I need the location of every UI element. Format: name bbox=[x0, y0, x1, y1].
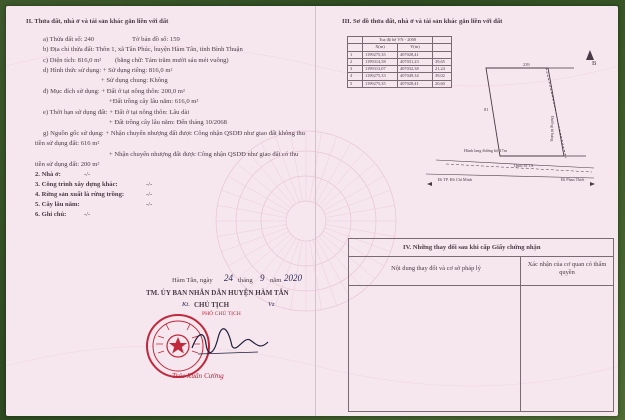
item-notes-label: 6. Ghi chú: bbox=[35, 211, 67, 218]
signing-prefix: Kt. bbox=[182, 301, 190, 308]
coord-cell: 3 bbox=[348, 66, 363, 73]
coord-cell: 4 bbox=[348, 73, 363, 80]
changes-col-content: Nội dung thay đổi và cơ sở pháp lý bbox=[391, 265, 481, 272]
coord-cell: 407028,41 bbox=[398, 80, 433, 87]
item-forest-label: 4. Rừng sản xuất là rừng trồng: bbox=[35, 191, 125, 198]
changes-divider bbox=[349, 256, 613, 257]
coord-cell: 21,24 bbox=[433, 66, 452, 73]
signing-title: CHỦ TỊCH bbox=[194, 301, 230, 309]
usage-origin: g) Nguồn gốc sử dụng: + Nhận chuyển nhượng đất được Công nhận QSDĐ như giao đất không thu bbox=[43, 130, 305, 137]
signing-org: TM. ỦY BAN NHÂN DÂN HUYỆN HÀM TÂN bbox=[146, 289, 289, 297]
usage-origin-cont: tiền sử dụng đất: 616 m² bbox=[35, 140, 100, 147]
coord-header-dist bbox=[433, 37, 452, 44]
to-pt-label: Đi Phan Thiết bbox=[561, 177, 585, 182]
coord-cell: 20,60 bbox=[433, 80, 452, 87]
coord-cell: 1199313,07 bbox=[363, 66, 398, 73]
arrow-left-icon bbox=[427, 182, 432, 186]
coord-cell: 1 bbox=[348, 51, 363, 58]
coord-cell: 1199275,35 bbox=[363, 80, 398, 87]
changes-box bbox=[348, 238, 614, 412]
coord-col-x: X(m) bbox=[363, 44, 398, 51]
item-forest-value: -/- bbox=[146, 191, 153, 198]
coord-cell: 1199275,35 bbox=[363, 51, 398, 58]
changes-col-divider bbox=[520, 256, 521, 411]
coord-cell: 5 bbox=[348, 80, 363, 87]
parcel-left-label: 81 bbox=[484, 107, 489, 112]
coord-cell: 407031,23 bbox=[398, 58, 433, 65]
parcel-number: a) Thửa đất số: 240 bbox=[43, 36, 95, 43]
changes-divider bbox=[349, 285, 613, 286]
certificate-page bbox=[6, 6, 618, 416]
usage-term: e) Thời hạn sử dụng đất: + Đất ở tại nông thôn: Lâu dài bbox=[43, 109, 190, 116]
usage-purpose: đ) Mục đích sử dụng: + Đất ở tại nông thôn: 200,0 m² bbox=[43, 88, 185, 95]
coord-cell: 407032,38 bbox=[398, 66, 433, 73]
item-house-value: -/- bbox=[84, 171, 91, 178]
date-month: 9 bbox=[260, 273, 265, 283]
date-day: 24 bbox=[224, 273, 233, 283]
area-value: c) Diện tích: 816,0 m² bbox=[43, 57, 102, 64]
coord-cell: 407049,34 bbox=[398, 73, 433, 80]
coord-cell: 407028,41 bbox=[398, 51, 433, 58]
item-house-label: 2. Nhà ở: bbox=[35, 171, 61, 178]
shared-usage: + Sử dụng chung: Không bbox=[101, 77, 168, 84]
usage-form: d) Hình thức sử dụng: + Sử dụng riêng: 816,0 m² bbox=[43, 67, 173, 74]
changes-col-confirm: Xác nhận của cơ quan có thẩm quyền bbox=[527, 261, 607, 276]
usage-purpose-perennial: +Đất trồng cây lâu năm: 616,0 m² bbox=[109, 98, 199, 105]
highway-label: Quốc lộ 1A bbox=[514, 163, 534, 168]
usage-origin-2: + Nhận chuyển nhượng đất được Công nhận QSDĐ như giao đất có thu bbox=[109, 151, 299, 158]
parcel-address: b) Địa chỉ thửa đất: Thôn 1, xã Tân Phúc, huyện Hàm Tân, tỉnh Bình Thuận bbox=[43, 46, 243, 53]
parcel-map bbox=[416, 46, 606, 196]
date-year: 2020 bbox=[284, 273, 302, 283]
signer-name: Trác Xuân Cường bbox=[172, 372, 224, 380]
section-heading-map: III. Sơ đồ thửa đất, nhà ở và tài sản khác gắn liền với đất bbox=[342, 18, 503, 25]
coord-header-blank bbox=[348, 37, 363, 44]
date-place: Hàm Tân, ngày bbox=[172, 277, 213, 284]
signature-scribble bbox=[188, 324, 270, 358]
coord-header: Toạ độ hệ VN - 2000 bbox=[363, 37, 433, 44]
item-perennial-label: 5. Cây lâu năm: bbox=[35, 201, 80, 208]
item-notes-value: -/- bbox=[84, 211, 91, 218]
parcel-top-label: 239 bbox=[523, 62, 530, 67]
road-label: Đường từ bảng bbox=[550, 116, 555, 142]
section-heading-land: II. Thửa đất, nhà ở và tài sản khác gắn liền với đất bbox=[26, 18, 169, 25]
changes-heading: IV. Những thay đổi sau khi cấp Giấy chứng nhận bbox=[403, 244, 541, 251]
item-perennial-value: -/- bbox=[146, 201, 153, 208]
coord-col-0 bbox=[348, 44, 363, 51]
signing-mark: Vz bbox=[268, 301, 275, 308]
north-label: B bbox=[592, 60, 597, 67]
area-in-words: (bằng chữ: Tám trăm mười sáu mét vuông) bbox=[115, 57, 229, 64]
corridor-label: Hành lang đường bộ 17m bbox=[464, 148, 507, 153]
north-arrow-icon bbox=[586, 50, 594, 60]
usage-origin-2-cont: tiền sử dụng đất: 200 m² bbox=[35, 161, 100, 168]
coord-cell: 2 bbox=[348, 58, 363, 65]
coord-col-y: Y(m) bbox=[398, 44, 433, 51]
usage-term-perennial: + Đất trồng cây lâu năm: Đến tháng 10/2068 bbox=[109, 119, 227, 126]
coord-cell: 39,65 bbox=[433, 58, 452, 65]
date-year-label: năm bbox=[270, 277, 282, 284]
item-construction-value: -/- bbox=[146, 181, 153, 188]
arrow-right-icon bbox=[590, 182, 595, 186]
date-month-label: tháng bbox=[238, 277, 253, 284]
coord-cell: 1199275,33 bbox=[363, 73, 398, 80]
coord-cell: 39,02 bbox=[433, 73, 452, 80]
coord-cell: 1199314,58 bbox=[363, 58, 398, 65]
page-fold bbox=[315, 6, 316, 416]
map-sheet-number: Tờ bản đồ số: 159 bbox=[132, 36, 180, 43]
signing-subtitle: PHÓ CHỦ TỊCH bbox=[202, 311, 241, 317]
to-hcm-label: Đi TP. Hồ Chí Minh bbox=[438, 177, 473, 182]
item-construction-label: 3. Công trình xây dựng khác: bbox=[35, 181, 118, 188]
